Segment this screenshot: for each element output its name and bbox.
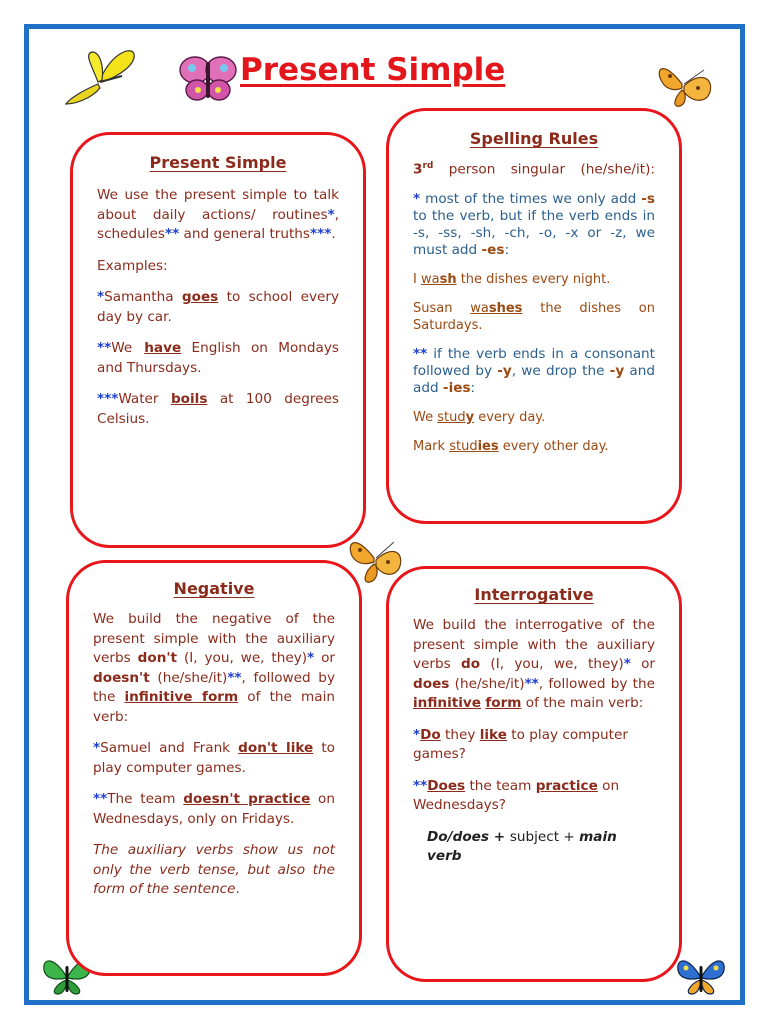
butterfly-icon <box>62 46 138 110</box>
negative-box <box>66 560 362 976</box>
negative-explanation: We build the negative of the present simple with the auxiliary verbs don't (I, you, we, they)* or doesn't (he/she/it)**, followed by the infinitive form of the main verb: <box>93 611 336 725</box>
rule-ies: ** if the verb ends in a consonant followed by -y, we drop the -y and add -ies: <box>413 345 655 396</box>
example-washes: Susan washes the dishes on Saturdays. <box>413 300 655 333</box>
interrogative-box <box>386 566 682 982</box>
negative-note: The auxiliary verbs show us not only the verb tense, but also the form of the sentence. <box>93 842 335 897</box>
question-formula: Do/does + subject + main verb <box>427 828 617 864</box>
negative-heading: Negative <box>173 579 255 598</box>
page-title: Present Simple <box>240 52 506 88</box>
butterfly-icon <box>672 954 730 998</box>
interrogative-heading: Interrogative <box>474 585 594 604</box>
interrogative-explanation: We build the interrogative of the present simple with the auxiliary verbs do (I, you, we, they)* or does (he/she/it)**, followed by the infinitive form of the main verb: <box>413 617 656 711</box>
example-dont-like: *Samuel and Frank don't like to play computer games. <box>93 740 335 776</box>
examples-label: Examples: <box>97 257 168 274</box>
butterfly-icon <box>178 54 238 104</box>
example-do-like: *Do they like to play computer games? <box>413 726 628 762</box>
example-studies: Mark studies every other day. <box>413 438 609 454</box>
butterfly-icon <box>654 58 716 112</box>
example-doesnt-practice: **The team doesn't practice on Wednesdays, only on Fridays. <box>93 791 335 827</box>
present-simple-box <box>70 132 366 548</box>
present-simple-intro: We use the present simple to talk about daily actions/ routines*, schedules** and general truths***. <box>97 187 339 242</box>
example-have: **We have English on Mondays and Thursdays. <box>97 340 339 376</box>
example-wash: I wash the dishes every night. <box>413 271 611 287</box>
rule-s-es: * most of the times we only add -s to the verb, but if the verb ends in -s, -ss, -sh, -ch, -o, -x or -z, we must add -es: <box>413 190 655 258</box>
present-simple-heading: Present Simple <box>149 153 287 172</box>
example-does-practice: **Does the team practice on Wednesdays? <box>413 777 620 813</box>
spelling-rules-heading: Spelling Rules <box>469 129 599 148</box>
example-study: We study every day. <box>413 409 546 425</box>
spelling-rules-box <box>386 108 682 524</box>
example-goes: *Samantha goes to school every day by car. <box>97 289 339 325</box>
example-boils: ***Water boils at 100 degrees Celsius. <box>97 391 339 427</box>
rule-third-person: 3rd person singular (he/she/it): <box>413 161 655 178</box>
